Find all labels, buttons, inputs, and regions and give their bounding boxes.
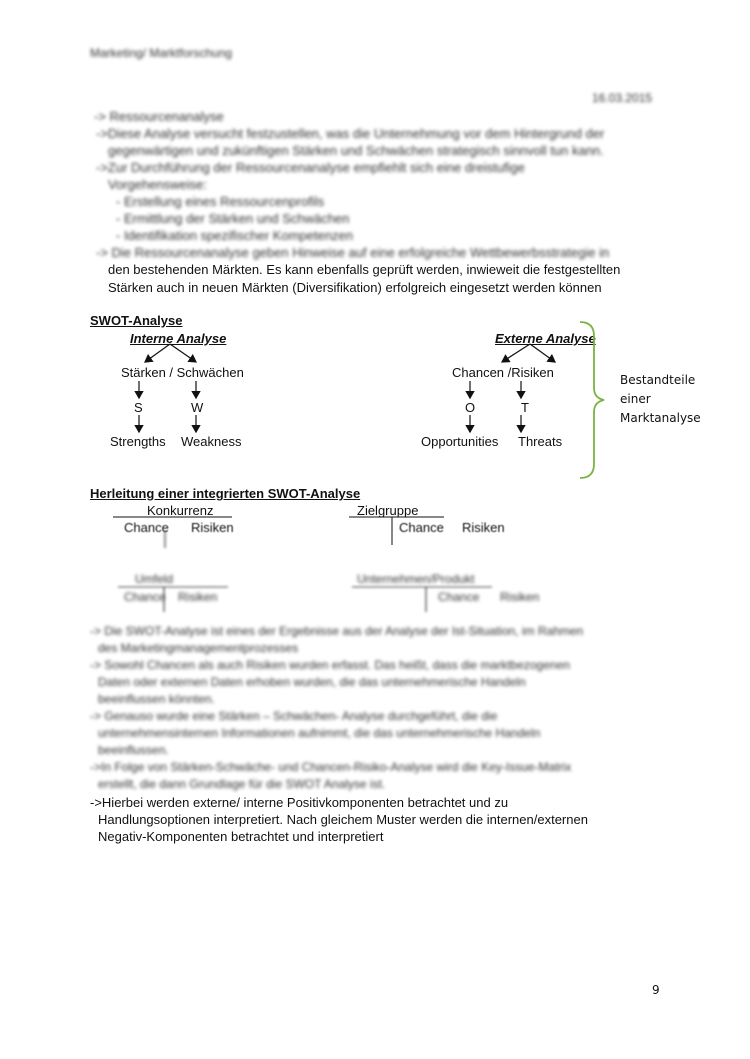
ressourcen-line: -> Die Ressourcenanalyse geben Hinweise auf eine erfolgreiche Wettbewerbsstrategie in [96,245,610,260]
letter-o: O [465,400,476,415]
arrow-interne-right [170,344,196,362]
conclusion-line: -> Sowohl Chancen als auch Risiken wurden erfasst. Das heißt, dass die marktbezogenen [90,658,570,672]
staerken-schwaechen-label: Stärken / Schwächen [121,365,244,380]
header-title: Marketing/ Marktforschung [90,46,233,60]
arrow-interne-left [145,344,170,362]
green-brace [580,322,604,478]
brace-note-line: Marktanalyse [620,411,701,425]
conclusion-line: unternehmensinternen Informationen aufnimmt, die das unternehmerische Handeln [98,726,541,740]
arrow-externe-right [530,344,555,362]
brace-note-line: einer [620,392,651,406]
word-threats: Threats [518,434,563,449]
conclusion-clear-line: Negativ-Komponenten betrachtet und interpretiert [98,829,384,844]
umfeld-risiken: Risiken [178,590,218,604]
conclusion-line: -> Genauso wurde eine Stärken – Schwächen- Analyse durchgeführt, die die [90,709,498,723]
conclusion-line: ->In Folge von Stärken-Schwäche- und Chancen-Risiko-Analyse wird die Key-Issue-Matrix [90,760,572,774]
letter-t: T [521,400,529,415]
unternehmen-chance: Chance [438,590,480,604]
page-number: 9 [652,983,660,997]
interne-analyse-label: Interne Analyse [130,331,227,346]
konkurrenz-risiken: Risiken [191,520,234,535]
unternehmen-risiken: Risiken [500,590,540,604]
konkurrenz-chance: Chance [124,520,169,535]
conclusion-line: Daten oder externen Daten erhoben wurden, die das unternehmerische Handeln [98,675,526,689]
conclusion-line: beeinflussen. [98,743,169,757]
swot-title: SWOT-Analyse [90,313,183,328]
zielgruppe-label: Zielgruppe [357,503,419,518]
conclusion-line: erstellt, die dann Grundlage für die SWOT Analyse ist. [98,777,386,791]
arrow-externe-left [502,344,530,362]
zielgruppe-chance: Chance [399,520,444,535]
herleitung-title: Herleitung einer integrierten SWOT-Analyse [90,486,361,501]
word-opportunities: Opportunities [421,434,499,449]
unternehmen-label: Unternehmen/Produkt [357,572,475,586]
ressourcen-line: ->Zur Durchführung der Ressourcenanalyse empfiehlt sich eine dreistufige [96,160,525,175]
zielgruppe-risiken: Risiken [462,520,505,535]
ressourcen-clear-line: den bestehenden Märkten. Es kann ebenfalls geprüft werden, inwieweit die festgestellten [108,262,621,277]
conclusion-line: -> Die SWOT-Analyse ist eines der Ergebnisse aus der Analyse der Ist-Situation, im Rahmen [90,624,584,638]
conclusion-clear-line: ->Hierbei werden externe/ interne Positivkomponenten betrachtet und zu [90,795,509,810]
header-date: 16.03.2015 [592,91,653,105]
externe-analyse-label: Externe Analyse [495,331,596,346]
ressourcen-line: - Identifikation spezifischer Kompetenzen [116,228,354,243]
conclusion-clear-line: Handlungsoptionen interpretiert. Nach gleichem Muster werden die internen/externen [98,812,588,827]
word-weakness: Weakness [181,434,242,449]
ressourcen-clear-line: Stärken auch in neuen Märkten (Diversifikation) erfolgreich eingesetzt werden können [108,280,602,295]
brace-note-line: Bestandteile [620,373,696,387]
letter-s: S [134,400,143,415]
word-strengths: Strengths [110,434,166,449]
umfeld-chance: Chance [124,590,166,604]
chancen-risiken-label: Chancen /Risiken [452,365,554,380]
ressourcen-line: Vorgehensweise: [108,177,208,192]
konkurrenz-label: Konkurrenz [147,503,214,518]
ressourcen-line: gegenwärtigen und zukünftigen Stärken und Schwächen strategisch sinnvoll tun kann. [108,143,604,158]
conclusion-line: beeinflussen könnten. [98,692,215,706]
conclusion-line: des Marketingmanagementprozesses [98,641,299,655]
letter-w: W [191,400,204,415]
ressourcen-line: - Ermittlung der Stärken und Schwächen [116,211,350,226]
umfeld-label: Umfeld [135,572,174,586]
ressourcen-line: ->Diese Analyse versucht festzustellen, was die Unternehmung vor dem Hintergrund der [96,126,605,141]
ressourcen-heading: -> Ressourcenanalyse [94,109,224,124]
ressourcen-line: - Erstellung eines Ressourcenprofils [116,194,325,209]
